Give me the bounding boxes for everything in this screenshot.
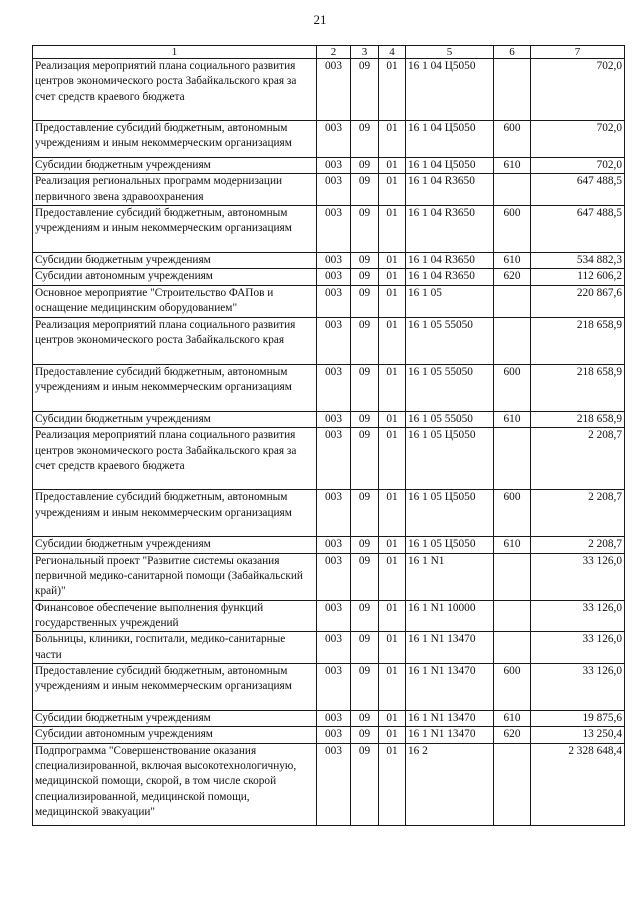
table-row	[33, 174, 625, 206]
row-target-article: 16 1 04 Ц5050	[406, 158, 494, 174]
row-target-article: 16 1 N1 13470	[406, 632, 494, 664]
row-expense-type: 610	[494, 537, 531, 553]
row-subsection-code: 01	[379, 285, 406, 317]
row-name: Предоставление субсидий бюджетным, автономным учреждениям и иным некоммерческим организациям	[33, 490, 317, 537]
row-section-code: 09	[351, 364, 379, 411]
row-grbs-code: 003	[317, 174, 351, 206]
table-row	[33, 317, 625, 364]
row-section-code: 09	[351, 206, 379, 253]
table-row	[33, 664, 625, 711]
row-subsection-code: 01	[379, 553, 406, 600]
row-grbs-code: 003	[317, 632, 351, 664]
row-expense-type	[494, 174, 531, 206]
row-name: Предоставление субсидий бюджетным, автономным учреждениям и иным некоммерческим организациям	[33, 664, 317, 711]
row-grbs-code: 003	[317, 600, 351, 632]
row-name: Предоставление субсидий бюджетным, автономным учреждениям и иным некоммерческим организациям	[33, 206, 317, 253]
row-expense-type	[494, 317, 531, 364]
row-amount: 218 658,9	[531, 317, 625, 364]
row-subsection-code: 01	[379, 743, 406, 825]
row-section-code: 09	[351, 59, 379, 121]
row-amount: 702,0	[531, 121, 625, 158]
row-section-code: 09	[351, 317, 379, 364]
row-name: Финансовое обеспечение выполнения функций государственных учреждений	[33, 600, 317, 632]
header-col-4: 4	[379, 46, 406, 59]
row-amount: 534 882,3	[531, 253, 625, 269]
row-grbs-code: 003	[317, 411, 351, 427]
row-grbs-code: 003	[317, 743, 351, 825]
row-subsection-code: 01	[379, 632, 406, 664]
table-row	[33, 158, 625, 174]
row-name: Реализация мероприятий плана социального развития центров экономического роста Забайкальского края за счет средств краевого бюджета	[33, 428, 317, 490]
row-section-code: 09	[351, 553, 379, 600]
row-target-article: 16 1 05 55050	[406, 411, 494, 427]
row-amount: 33 126,0	[531, 553, 625, 600]
table-row	[33, 743, 625, 825]
row-subsection-code: 01	[379, 253, 406, 269]
row-target-article: 16 1 05	[406, 285, 494, 317]
row-grbs-code: 003	[317, 490, 351, 537]
row-grbs-code: 003	[317, 253, 351, 269]
table-row	[33, 206, 625, 253]
row-expense-type	[494, 285, 531, 317]
table-row	[33, 269, 625, 285]
row-name: Подпрограмма "Совершенствование оказания специализированной, включая высокотехнологичную, медицинской помощи, скорой, в том числе скорой специализированной, медицинской помощи, медицинской эвакуации"	[33, 743, 317, 825]
row-grbs-code: 003	[317, 727, 351, 743]
row-subsection-code: 01	[379, 174, 406, 206]
row-name: Реализация мероприятий плана социального развития центров экономического роста Забайкальского края за счет средств краевого бюджета	[33, 59, 317, 121]
row-target-article: 16 1 05 Ц5050	[406, 428, 494, 490]
table-row	[33, 553, 625, 600]
row-section-code: 09	[351, 158, 379, 174]
row-target-article: 16 1 N1	[406, 553, 494, 600]
row-subsection-code: 01	[379, 411, 406, 427]
header-col-7: 7	[531, 46, 625, 59]
row-target-article: 16 1 05 Ц5050	[406, 537, 494, 553]
row-name: Субсидии автономным учреждениям	[33, 727, 317, 743]
row-subsection-code: 01	[379, 600, 406, 632]
table-row	[33, 537, 625, 553]
header-col-1: 1	[33, 46, 317, 59]
table-row	[33, 59, 625, 121]
row-name: Субсидии автономным учреждениям	[33, 269, 317, 285]
row-grbs-code: 003	[317, 269, 351, 285]
row-subsection-code: 01	[379, 269, 406, 285]
row-subsection-code: 01	[379, 727, 406, 743]
header-col-5: 5	[406, 46, 494, 59]
row-amount: 702,0	[531, 59, 625, 121]
budget-table	[32, 45, 625, 826]
row-expense-type: 610	[494, 411, 531, 427]
row-name: Субсидии бюджетным учреждениям	[33, 253, 317, 269]
row-amount: 218 658,9	[531, 411, 625, 427]
row-expense-type: 610	[494, 158, 531, 174]
row-section-code: 09	[351, 664, 379, 711]
row-name: Основное мероприятие "Строительство ФАПов и оснащение медицинским оборудованием"	[33, 285, 317, 317]
row-name: Субсидии бюджетным учреждениям	[33, 537, 317, 553]
table-row	[33, 285, 625, 317]
row-grbs-code: 003	[317, 664, 351, 711]
row-subsection-code: 01	[379, 711, 406, 727]
row-section-code: 09	[351, 285, 379, 317]
header-col-2: 2	[317, 46, 351, 59]
row-expense-type	[494, 632, 531, 664]
row-target-article: 16 1 04 Ц5050	[406, 121, 494, 158]
row-target-article: 16 1 05 55050	[406, 364, 494, 411]
row-target-article: 16 1 04 R3650	[406, 174, 494, 206]
row-expense-type	[494, 743, 531, 825]
row-amount: 33 126,0	[531, 664, 625, 711]
table-row	[33, 121, 625, 158]
row-expense-type: 610	[494, 253, 531, 269]
table-row	[33, 253, 625, 269]
row-expense-type: 600	[494, 490, 531, 537]
row-expense-type: 600	[494, 121, 531, 158]
row-name: Предоставление субсидий бюджетным, автономным учреждениям и иным некоммерческим организациям	[33, 121, 317, 158]
row-expense-type: 610	[494, 711, 531, 727]
table-row	[33, 727, 625, 743]
row-section-code: 09	[351, 269, 379, 285]
row-grbs-code: 003	[317, 711, 351, 727]
row-subsection-code: 01	[379, 206, 406, 253]
row-expense-type: 600	[494, 664, 531, 711]
row-section-code: 09	[351, 253, 379, 269]
row-target-article: 16 1 N1 10000	[406, 600, 494, 632]
row-amount: 2 208,7	[531, 428, 625, 490]
row-target-article: 16 1 04 R3650	[406, 206, 494, 253]
row-amount: 647 488,5	[531, 174, 625, 206]
row-name: Субсидии бюджетным учреждениям	[33, 411, 317, 427]
row-amount: 19 875,6	[531, 711, 625, 727]
row-section-code: 09	[351, 632, 379, 664]
row-subsection-code: 01	[379, 428, 406, 490]
page-number: 21	[313, 12, 327, 27]
row-section-code: 09	[351, 490, 379, 537]
row-name: Предоставление субсидий бюджетным, автономным учреждениям и иным некоммерческим организациям	[33, 364, 317, 411]
row-section-code: 09	[351, 121, 379, 158]
header-col-3: 3	[351, 46, 379, 59]
row-grbs-code: 003	[317, 428, 351, 490]
row-name: Реализация региональных программ модернизации первичного звена здравоохранения	[33, 174, 317, 206]
row-expense-type	[494, 428, 531, 490]
row-target-article: 16 1 04 R3650	[406, 253, 494, 269]
row-section-code: 09	[351, 411, 379, 427]
row-name: Реализация мероприятий плана социального развития центров экономического роста Забайкальского края	[33, 317, 317, 364]
row-target-article: 16 1 N1 13470	[406, 664, 494, 711]
table-row	[33, 428, 625, 490]
row-name: Больницы, клиники, госпитали, медико-санитарные части	[33, 632, 317, 664]
row-subsection-code: 01	[379, 490, 406, 537]
table-row	[33, 711, 625, 727]
row-target-article: 16 1 05 Ц5050	[406, 490, 494, 537]
row-grbs-code: 003	[317, 364, 351, 411]
row-target-article: 16 1 05 55050	[406, 317, 494, 364]
row-expense-type: 600	[494, 364, 531, 411]
row-amount: 2 328 648,4	[531, 743, 625, 825]
row-target-article: 16 1 04 R3650	[406, 269, 494, 285]
row-grbs-code: 003	[317, 121, 351, 158]
row-amount: 33 126,0	[531, 600, 625, 632]
row-amount: 647 488,5	[531, 206, 625, 253]
table-body	[33, 59, 625, 826]
row-target-article: 16 1 N1 13470	[406, 711, 494, 727]
row-expense-type: 600	[494, 206, 531, 253]
row-section-code: 09	[351, 537, 379, 553]
row-subsection-code: 01	[379, 364, 406, 411]
row-amount: 33 126,0	[531, 632, 625, 664]
row-section-code: 09	[351, 428, 379, 490]
row-expense-type	[494, 553, 531, 600]
row-grbs-code: 003	[317, 59, 351, 121]
row-subsection-code: 01	[379, 664, 406, 711]
row-name: Субсидии бюджетным учреждениям	[33, 158, 317, 174]
row-expense-type	[494, 600, 531, 632]
row-amount: 2 208,7	[531, 537, 625, 553]
row-subsection-code: 01	[379, 158, 406, 174]
table-row	[33, 411, 625, 427]
row-expense-type: 620	[494, 269, 531, 285]
row-target-article: 16 2	[406, 743, 494, 825]
row-grbs-code: 003	[317, 206, 351, 253]
table-header-row	[33, 46, 625, 59]
table-row	[33, 632, 625, 664]
row-amount: 218 658,9	[531, 364, 625, 411]
row-amount: 2 208,7	[531, 490, 625, 537]
row-section-code: 09	[351, 727, 379, 743]
row-name: Субсидии бюджетным учреждениям	[33, 711, 317, 727]
row-subsection-code: 01	[379, 537, 406, 553]
row-grbs-code: 003	[317, 553, 351, 600]
row-grbs-code: 003	[317, 537, 351, 553]
row-section-code: 09	[351, 600, 379, 632]
row-expense-type: 620	[494, 727, 531, 743]
row-amount: 220 867,6	[531, 285, 625, 317]
row-amount: 112 606,2	[531, 269, 625, 285]
row-section-code: 09	[351, 174, 379, 206]
row-name: Региональный проект "Развитие системы оказания первичной медико-санитарной помощи (Забайкальский край)"	[33, 553, 317, 600]
row-grbs-code: 003	[317, 285, 351, 317]
row-expense-type	[494, 59, 531, 121]
row-subsection-code: 01	[379, 121, 406, 158]
row-grbs-code: 003	[317, 158, 351, 174]
row-section-code: 09	[351, 743, 379, 825]
table-row	[33, 600, 625, 632]
header-col-6: 6	[494, 46, 531, 59]
row-amount: 13 250,4	[531, 727, 625, 743]
row-grbs-code: 003	[317, 317, 351, 364]
row-subsection-code: 01	[379, 317, 406, 364]
row-amount: 702,0	[531, 158, 625, 174]
row-subsection-code: 01	[379, 59, 406, 121]
row-target-article: 16 1 04 Ц5050	[406, 59, 494, 121]
table-row	[33, 364, 625, 411]
table-row	[33, 490, 625, 537]
row-target-article: 16 1 N1 13470	[406, 727, 494, 743]
row-section-code: 09	[351, 711, 379, 727]
